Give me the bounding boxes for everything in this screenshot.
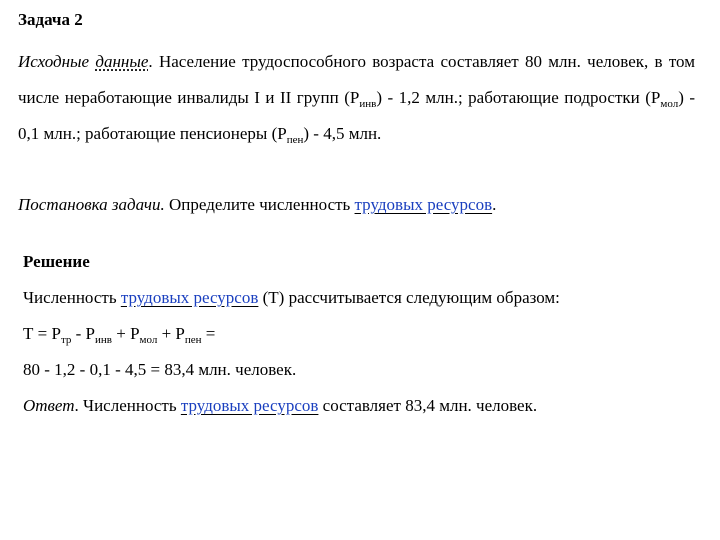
formula-equals: = — [201, 324, 216, 343]
given-label-word-2: данные — [95, 52, 149, 71]
labor-resources-link[interactable]: трудовых ресурсов — [354, 195, 493, 214]
solution-intro-pre: Численность — [23, 288, 121, 307]
formula-sub-mol: мол — [139, 334, 158, 346]
given-text-1: . Население трудоспособного возраста составляет 80 млн. человек, в том числе неработающие инвалиды I и II групп (Р — [18, 52, 695, 107]
statement-text: Определите численность — [164, 195, 355, 214]
formula-sub-inv: инв — [95, 334, 112, 346]
calculation-line: 80 - 1,2 - 0,1 - 4,5 = 83,4 млн. человек. — [23, 360, 297, 379]
solution-title: Решение — [23, 252, 90, 271]
given-label-word-1: Исходные — [18, 52, 90, 71]
formula-sub-tr: тр — [60, 334, 72, 346]
task-statement — [18, 190, 695, 220]
labor-resources-link[interactable]: трудовых ресурсов — [120, 288, 259, 307]
formula-line — [23, 324, 215, 344]
formula-sub-pen: пен — [184, 334, 202, 346]
answer-line — [23, 396, 537, 416]
statement-label: Постановка задачи. — [18, 195, 165, 214]
formula-plus-2: + Р — [157, 324, 185, 343]
answer-label: Ответ — [23, 396, 75, 415]
subscript-mol: мол — [660, 98, 679, 110]
labor-resources-link[interactable]: трудовых ресурсов — [180, 396, 319, 415]
given-text-3: ) - 0,1 млн.; работающие пенсионеры (Р — [18, 88, 695, 143]
task-title: Задача 2 — [18, 10, 83, 29]
statement-end: . — [492, 195, 497, 214]
given-text-2: ) - 1,2 млн.; работающие подростки (Р — [376, 88, 661, 107]
answer-pre: . Численность — [74, 396, 181, 415]
formula-plus-1: + Р — [111, 324, 140, 343]
subscript-pen: пен — [286, 134, 304, 146]
formula-t: Т = Р — [23, 324, 61, 343]
task-given-paragraph — [18, 44, 695, 152]
formula-minus: - Р — [71, 324, 96, 343]
given-text-4: ) - 4,5 млн. — [303, 124, 382, 143]
solution-intro-line — [23, 288, 560, 308]
subscript-inv: инв — [359, 98, 377, 110]
answer-post: составляет 83,4 млн. человек. — [318, 396, 538, 415]
solution-intro-post: (Т) рассчитывается следующим образом: — [258, 288, 560, 307]
